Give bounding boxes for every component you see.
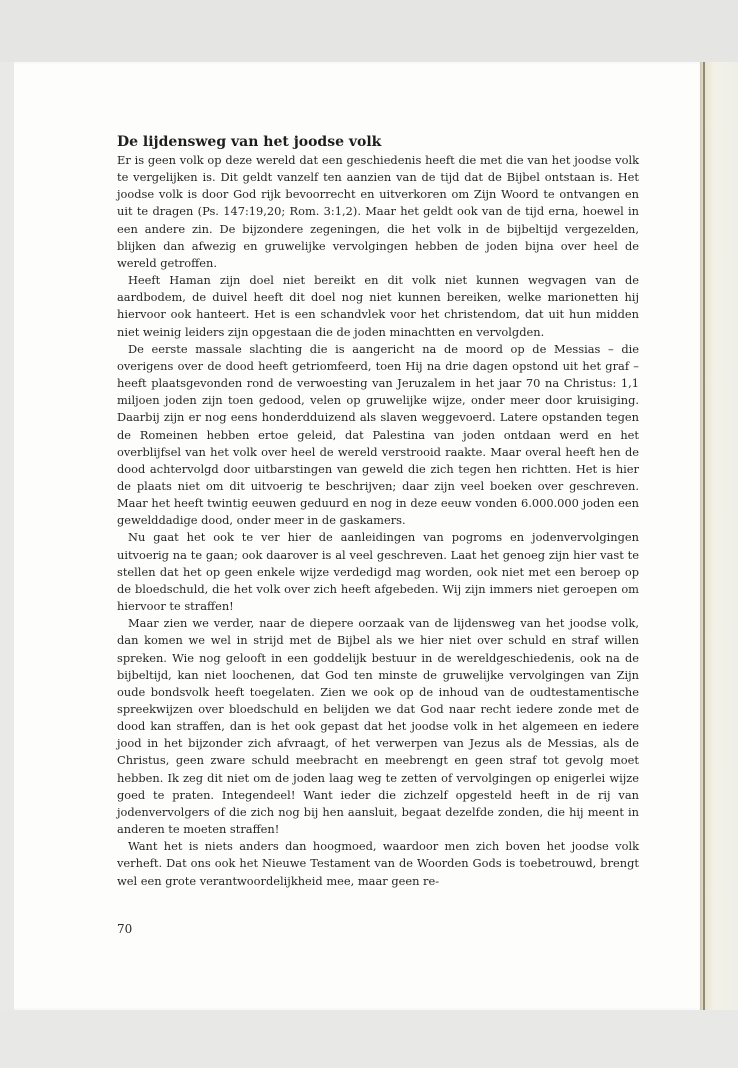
chapter-heading: De lijdensweg van het joodse volk xyxy=(117,134,382,150)
scan-background-top xyxy=(0,0,738,62)
chapter-text xyxy=(117,133,639,890)
book-spine-shadow xyxy=(703,62,705,1010)
paragraph-1: Er is geen volk op deze wereld dat een geschiedenis heeft die met die van het joodse volk te vergelijken is. Dit geldt vanzelf ten aanzien van de tijd dat de Bijbel ontstaan is. Het joodse volk is door God rijk bevoorrecht en uitverkoren om Zijn Woord te ontvangen en uit te dragen (Ps. 147:19,20; Rom. 3:1,2). Maar het geldt ook van de tijd erna, hoewel in een andere zin. De bijzondere zegeningen, die het volk in de bijbeltijd vergezelden, blijken dan afwezig en gruwelijke vervolgingen hebben de joden bijna over heel de wereld getroffen. xyxy=(117,153,639,270)
paragraph-2: Heeft Haman zijn doel niet bereikt en dit volk niet kunnen wegvagen van de aardbodem, de duivel heeft dit doel nog niet kunnen bereiken, welke marionetten hij hiervoor ook hanteert. Het is een schandvlek voor het christendom, dat uit hun midden niet weinig leiders zijn opgestaan die de joden minachtten en vervolgden. xyxy=(117,273,639,339)
paragraph-5: Maar zien we verder, naar de diepere oorzaak van de lijdensweg van het joodse volk, dan komen we wel in strijd met de Bijbel als we hier niet over schuld en straf willen spreken. Wie nog gelooft in een goddelijk bestuur in de wereldgeschiedenis, ook na de bijbeltijd, kan niet loochenen, dat God ten minste de gruwelijke vervolgingen van Zijn oude bondsvolk heeft toegelaten. Zien we ook op de inhoud van de oudtestamentische spreekwijzen over bloedschuld en belijden we dat God naar recht iedere zonde met de dood kan straffen, dan is het ook gepast dat het joodse volk in het algemeen en iedere jood in het bijzonder zich afvraagt, of het verwerpen van Jezus als de Messias, als de Christus, geen zware schuld meebracht en meebrengt en geen straf tot gevolg moet hebben. Ik zeg dit niet om de joden laag weg te zetten of vervolgingen op enigerlei wijze goed te praten. Integendeel! Want ieder die zichzelf opgesteld heeft in de rij van jodenvervolgers of die zich nog bij hen aansluit, begaat dezelfde zonden, die hij meent in anderen te moeten straffen! xyxy=(117,616,639,837)
facing-page-edge xyxy=(700,62,738,1010)
paragraph-6: Want het is niets anders dan hoogmoed, waardoor men zich boven het joodse volk verheft. Dat ons ook het Nieuwe Testament van de Woorden Gods is toebetrouwd, brengt wel een grote verantwoordelijkheid mee, maar geen re- xyxy=(117,839,639,888)
paragraph-3: De eerste massale slachting die is aangericht na de moord op de Messias – die overigens over de dood heeft getriomfeerd, toen Hij na drie dagen opstond uit het graf – heeft plaatsgevonden rond de verwoesting van Jeruzalem in het jaar 70 na Christus: 1,1 miljoen joden zijn toen gedood, velen op gruwelijke wijze, onder meer door kruisiging. Daarbij zijn er nog eens honderdduizend als slaven weggevoerd. Latere opstanden tegen de Romeinen hebben ertoe geleid, dat Palestina van joden ontdaan werd en het overblijfsel van het volk over heel de wereld verstrooid raakte. Maar overal heeft hen de dood achtervolgd door uitbarstingen van geweld die zich tegen hen richtten. Het is hier de plaats niet om dit uitvoerig te beschrijven; daar zijn veel boeken over geschreven. Maar het heeft twintig eeuwen geduurd en nog in deze eeuw vonden 6.000.000 joden een gewelddadige dood, onder meer in de gaskamers. xyxy=(117,341,639,528)
page-number: 70 xyxy=(117,922,133,936)
scan-background-bottom xyxy=(0,1010,738,1068)
paragraph-4: Nu gaat het ook te ver hier de aanleidingen van pogroms en jodenvervolgingen uitvoerig na te gaan; ook daarover is al veel geschreven. Laat het genoeg zijn hier vast te stellen dat het op geen enkele wijze verdedigd mag worden, ook niet met een beroep op de bloedschuld, die het volk over zich heeft afgebeden. Wij zijn immers niet geroepen om hiervoor te straffen! xyxy=(117,530,639,614)
